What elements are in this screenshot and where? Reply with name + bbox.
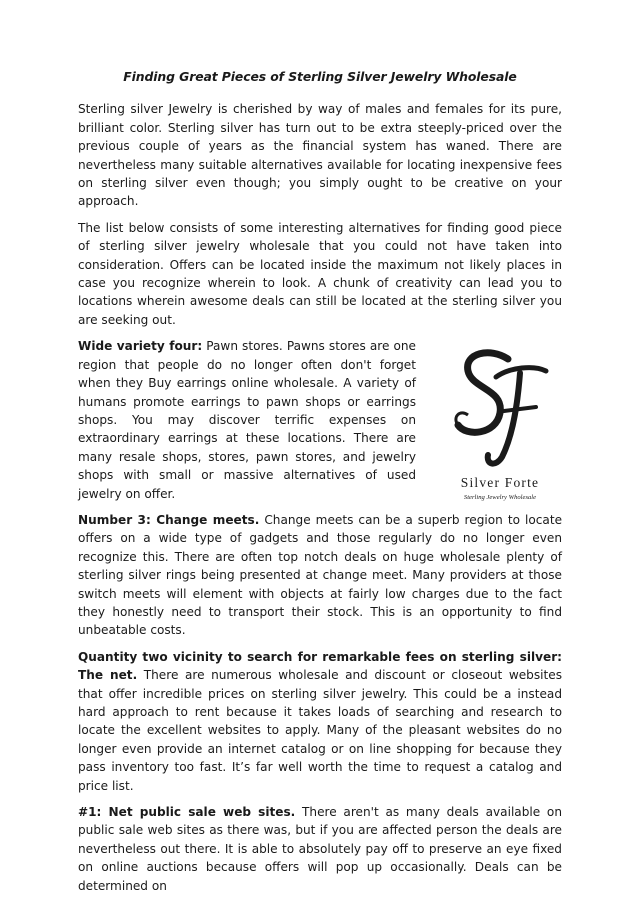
section-4-body: There aren't as many deals available on public sale web sites as there was, but if you are affected person the deals are nevertheless out there. It is able to absolutely pay off to preserve an eye fixed on online auctions because offers will pop up occasionally. Deals can be determined on	[78, 805, 562, 893]
paragraph-section-3	[78, 648, 562, 795]
paragraph-intro: Sterling silver Jewelry is cherished by way of males and females for its pure, brilliant color. Sterling silver has turn out to be extra steeply-priced over the previous couple of years as the financial system has waned. There are nevertheless many suitable alternatives available for locating inexpensive fees on sterling silver even though; you simply ought to be creative on your approach.	[78, 102, 562, 209]
paragraph-list-intro: The list below consists of some interesting alternatives for finding good piece of sterling silver jewelry wholesale that you could not have taken into consideration. Offers can be located inside the maximum not likely places in case you recognize wherein to look. A chunk of creativity can lead you to locations wherein awesome deals can still be located at the sterling silver you are seeking out.	[78, 220, 562, 327]
section-2-body: Change meets can be a superb region to locate offers on a wide type of gadgets and those regularly do no longer even recognize this. There are often top notch deals on huge wholesale plenty of sterling silver rings being presented at change meet. Many providers at those switch meets will element with objects at fairly low charges due to the fact they honestly need to transport their stock. This is an opportunity to find unbeatable costs.	[78, 512, 563, 638]
document-title: Finding Great Pieces of Sterling Silver Jewelry Wholesale	[123, 69, 517, 84]
paragraph-section-4	[78, 803, 562, 895]
section-1-heading: Wide variety four:	[78, 339, 203, 354]
silver-forte-monogram-icon	[438, 337, 562, 505]
logo-tagline: Sterling Jewelry Wholesale	[463, 494, 537, 502]
section-4-heading: #1: Net public sale web sites.	[78, 805, 296, 820]
logo-brand: Silver Forte	[460, 475, 540, 491]
section-2-heading: Number 3: Change meets.	[78, 512, 260, 527]
paragraph-section-2	[78, 511, 562, 640]
silver-forte-logo	[438, 337, 562, 505]
section-1-body: Pawn stores. Pawns stores are one region that people do no longer often don't forget when they Buy earrings online wholesale. A variety of humans promote earrings to pawn shops or earrings shops. You may discover terrific expenses on extraordinary earrings at these locations. There are many resale shops, stores, pawn stores, and jewelry shops with small or massive alternatives of used jewelry on offer.	[78, 339, 416, 501]
section-3-heading: Quantity two vicinity to search for remarkable fees on sterling silver: The net.	[78, 649, 562, 683]
document-page	[78, 68, 562, 903]
section-3-body: There are numerous wholesale and discount or closeout websites that offer incredible prices on sterling silver jewelry. This could be a instead hard approach to rent because it takes loads of searching and research to locate the excellent websites to apply. Many of the pleasant websites do no longer even provide an internet catalog or on line shopping for because they pass inventory too fast. It’s far well worth the time to request a catalog and price list.	[78, 668, 563, 793]
